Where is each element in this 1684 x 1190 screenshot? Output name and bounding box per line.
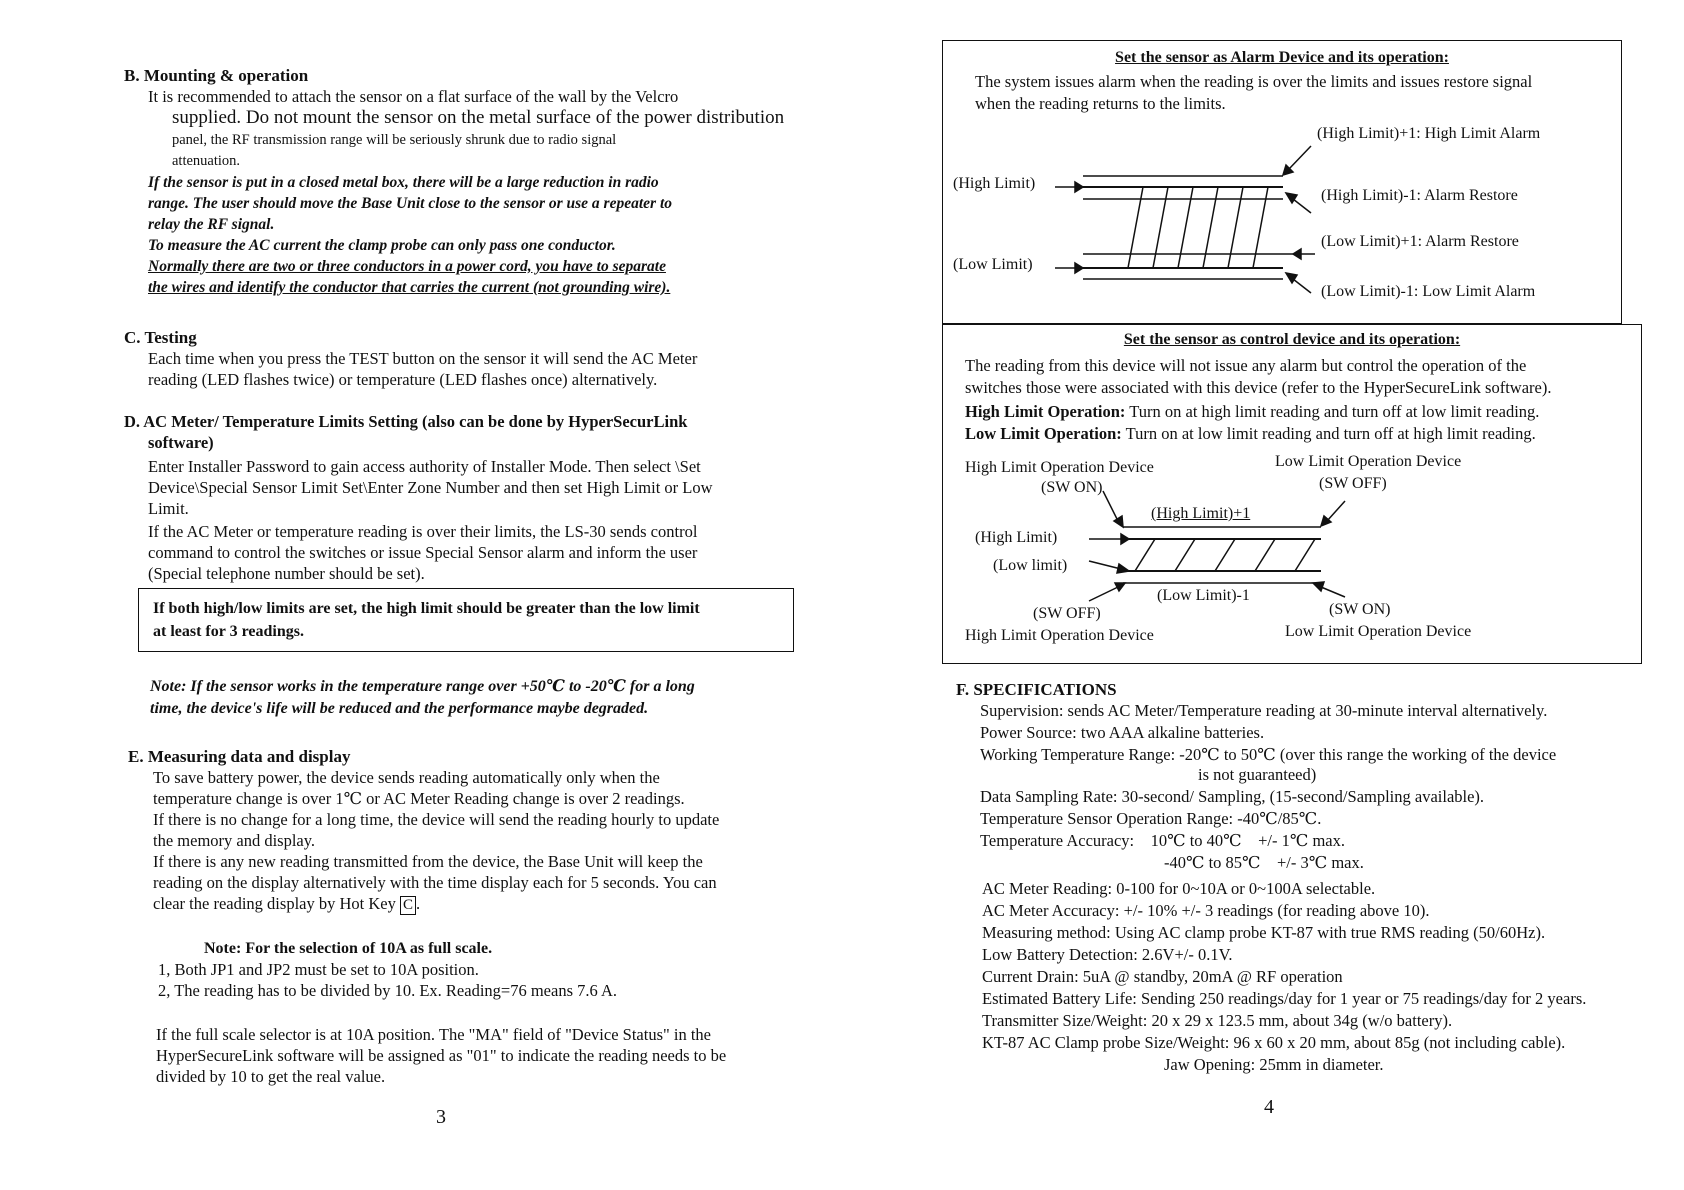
sw-off-top-arrow	[1327, 501, 1345, 521]
sw-on-top-label: (SW ON)	[1041, 479, 1103, 496]
spec-line: Transmitter Size/Weight: 20 x 29 x 123.5 mm, about 34g (w/o battery).	[982, 1011, 1453, 1030]
sw-off-bottom-arrow	[1089, 587, 1118, 601]
hl-alarm-label: (High Limit)+1: High Limit Alarm	[1317, 125, 1541, 142]
sw-on-bottom-arrow	[1321, 587, 1345, 597]
full-scale-text-line: divided by 10 to get the real value.	[156, 1067, 386, 1086]
section-b-line: attenuation.	[172, 153, 241, 169]
spec-line: Jaw Opening: 25mm in diameter.	[1164, 1055, 1384, 1074]
full-scale-text-line: HyperSecureLink software will be assigned as "01" to indicate the reading needs to be	[156, 1046, 727, 1065]
section-d-line: Device\Special Sensor Limit Set\Enter Zone Number and then set High Limit or Low	[148, 478, 713, 497]
section-e-line: If there is no change for a long time, the device will send the reading hourly to update	[153, 810, 720, 829]
section-b-italic-line: To measure the AC current the clamp probe can only pass one conductor.	[148, 237, 616, 254]
page-4	[842, 0, 1684, 1190]
section-b-italic-line: If the sensor is put in a closed metal box, there will be a large reduction in radio	[148, 174, 659, 191]
spec-line: Supervision: sends AC Meter/Temperature reading at 30-minute interval alternatively.	[980, 701, 1548, 720]
ll-device-bottom-label: Low Limit Operation Device	[1285, 623, 1472, 640]
page-number: 4	[1264, 1096, 1274, 1118]
section-e-line: reading on the display alternatively with the time display each for 5 seconds. You can	[153, 873, 717, 892]
section-d-heading: D. AC Meter/ Temperature Limits Setting (also can be done by HyperSecurLink	[124, 412, 688, 431]
alarm-device-line: when the reading returns to the limits.	[975, 94, 1226, 113]
section-c-line: reading (LED flashes twice) or temperature (LED flashes once) alternatively.	[148, 370, 658, 389]
section-b-italic-line: relay the RF signal.	[148, 216, 275, 233]
spec-line: Measuring method: Using AC clamp probe KT-87 with true RMS reading (50/60Hz).	[982, 923, 1546, 942]
hot-key-c-icon: C	[400, 896, 416, 915]
section-e-line: To save battery power, the device sends reading automatically only when the	[153, 768, 660, 787]
hl-device-bottom-label: High Limit Operation Device	[965, 627, 1154, 644]
section-c-heading: C. Testing	[124, 328, 197, 347]
section-d-line: If the AC Meter or temperature reading is over their limits, the LS-30 sends control	[148, 522, 698, 541]
alarm-device-title: Set the sensor as Alarm Device and its operation:	[1115, 49, 1449, 66]
spec-line: Temperature Sensor Operation Range: -40℃/85℃.	[980, 809, 1322, 828]
ctrl-low-limit-arrow	[1089, 561, 1121, 569]
low-limit-operation-label: Low Limit Operation:	[965, 424, 1122, 443]
section-b-italic-line: range. The user should move the Base Unit close to the sensor or use a repeater to	[148, 195, 673, 212]
ctrl-high-plus-label: (High Limit)+1	[1151, 505, 1251, 522]
ctrl-low-minus-label: (Low Limit)-1	[1157, 587, 1250, 604]
spec-line: Current Drain: 5uA @ standby, 20mA @ RF operation	[982, 967, 1343, 986]
section-b-line: panel, the RF transmission range will be seriously shrunk due to radio signal	[172, 132, 617, 148]
ctrl-hatch-lines	[1135, 539, 1315, 571]
full-scale-note-title: Note: For the selection of 10A as full scale.	[204, 940, 493, 957]
section-d-line: command to control the switches or issue Special Sensor alarm and inform the user	[148, 543, 698, 562]
ll-restore-label: (Low Limit)+1: Alarm Restore	[1321, 233, 1519, 250]
section-e-line: clear the reading display by Hot Key C .	[153, 894, 421, 913]
spec-line: Power Source: two AAA alkaline batteries.	[980, 723, 1265, 742]
sw-on-top-arrow	[1103, 491, 1118, 521]
alarm-diagram	[943, 41, 1621, 323]
spec-line: Data Sampling Rate: 30-second/ Sampling, (15-second/Sampling available).	[980, 787, 1485, 806]
control-device-title: Set the sensor as control device and its operation:	[1123, 331, 1461, 348]
control-device-line: The reading from this device will not issue any alarm but control the operation of the	[965, 356, 1527, 375]
low-limit-operation-text: Turn on at low limit reading and turn off at high limit reading.	[1125, 424, 1536, 443]
full-scale-note-item: 2, The reading has to be divided by 10. Ex. Reading=76 means 7.6 A.	[158, 981, 618, 1000]
ll-alarm-arrow	[1293, 279, 1311, 293]
section-b-italic-line: the wires and identify the conductor that carries the current (not grounding wire).	[148, 279, 671, 296]
hl-restore-arrow	[1293, 199, 1311, 213]
section-e-line: temperature change is over 1℃ or AC Meter Reading change is over 2 readings.	[153, 789, 685, 808]
spec-line: KT-87 AC Clamp probe Size/Weight: 96 x 60 x 20 mm, about 85g (not including cable).	[982, 1033, 1566, 1052]
section-b-line: It is recommended to attach the sensor on a flat surface of the wall by the Velcro	[148, 87, 679, 106]
temperature-note-line: time, the device's life will be reduced and the performance maybe degraded.	[150, 700, 649, 717]
spec-line: Low Battery Detection: 2.6V+/- 0.1V.	[982, 945, 1233, 964]
section-d-line: Enter Installer Password to gain access authority of Installer Mode. Then select \Set	[148, 457, 701, 476]
hl-alarm-arrow	[1289, 146, 1311, 169]
ctrl-low-limit-label: (Low limit)	[993, 557, 1068, 574]
section-b-heading: B. Mounting & operation	[124, 66, 309, 85]
spec-line: -40℃ to 85℃ +/- 3℃ max.	[1164, 853, 1364, 872]
sw-off-top-label: (SW OFF)	[1319, 475, 1387, 492]
alarm-low-limit-label: (Low Limit)	[953, 256, 1033, 273]
spec-line: Working Temperature Range: -20℃ to 50℃ (over this range the working of the device	[980, 745, 1557, 764]
spec-line: Temperature Accuracy: 10℃ to 40℃ +/- 1℃ max.	[980, 831, 1346, 850]
high-limit-operation-label: High Limit Operation:	[965, 402, 1126, 421]
control-device-box	[942, 324, 1642, 664]
section-d-line: (Special telephone number should be set).	[148, 564, 425, 583]
section-e-line: If there is any new reading transmitted from the device, the Base Unit will keep the	[153, 852, 703, 871]
temperature-note-line: Note: If the sensor works in the temperature range over +50℃ to -20℃ for a long	[150, 678, 695, 695]
page-number: 3	[436, 1106, 446, 1128]
limits-warning-box	[138, 588, 794, 652]
section-b-line: supplied. Do not mount the sensor on the metal surface of the power distribution	[172, 107, 785, 128]
alarm-device-line: The system issues alarm when the reading is over the limits and issues restore signal	[975, 72, 1533, 91]
limits-warning-line: at least for 3 readings.	[153, 623, 304, 640]
full-scale-note-item: 1, Both JP1 and JP2 must be set to 10A position.	[158, 960, 479, 979]
hl-device-top-label: High Limit Operation Device	[965, 459, 1154, 476]
spec-line: is not guaranteed)	[1198, 765, 1317, 784]
ctrl-high-limit-label: (High Limit)	[975, 529, 1058, 546]
ll-device-top-label: Low Limit Operation Device	[1275, 453, 1462, 470]
hot-key-text: clear the reading display by Hot Key	[153, 894, 396, 913]
section-d-heading: software)	[148, 433, 214, 452]
ll-alarm-label: (Low Limit)-1: Low Limit Alarm	[1321, 283, 1536, 300]
spec-line: AC Meter Accuracy: +/- 10% +/- 3 readings (for reading above 10).	[982, 901, 1430, 920]
section-c-line: Each time when you press the TEST button on the sensor it will send the AC Meter	[148, 349, 698, 368]
section-e-heading: E. Measuring data and display	[128, 747, 351, 766]
section-b-italic-line: Normally there are two or three conductors in a power cord, you have to separate	[148, 258, 666, 275]
high-limit-operation-text: Turn on at high limit reading and turn off at low limit reading.	[1129, 402, 1540, 421]
specifications-heading: F. SPECIFICATIONS	[956, 680, 1117, 699]
sw-on-bottom-label: (SW ON)	[1329, 601, 1391, 618]
sw-off-bottom-label: (SW OFF)	[1033, 605, 1101, 622]
section-d-line: Limit.	[148, 499, 189, 518]
alarm-high-limit-label: (High Limit)	[953, 175, 1036, 192]
hl-restore-label: (High Limit)-1: Alarm Restore	[1321, 187, 1518, 204]
limits-warning-line: If both high/low limits are set, the high limit should be greater than the low limit	[153, 600, 700, 617]
control-device-line: switches those were associated with this device (refer to the HyperSecureLink software).	[965, 378, 1552, 397]
spec-line: AC Meter Reading: 0-100 for 0~10A or 0~100A selectable.	[982, 879, 1376, 898]
section-e-line: the memory and display.	[153, 831, 316, 850]
alarm-device-box	[942, 40, 1622, 324]
spec-line: Estimated Battery Life: Sending 250 readings/day for 1 year or 75 readings/day for 2 years.	[982, 989, 1587, 1008]
full-scale-text-line: If the full scale selector is at 10A position. The "MA" field of "Device Status" in the	[156, 1025, 711, 1044]
